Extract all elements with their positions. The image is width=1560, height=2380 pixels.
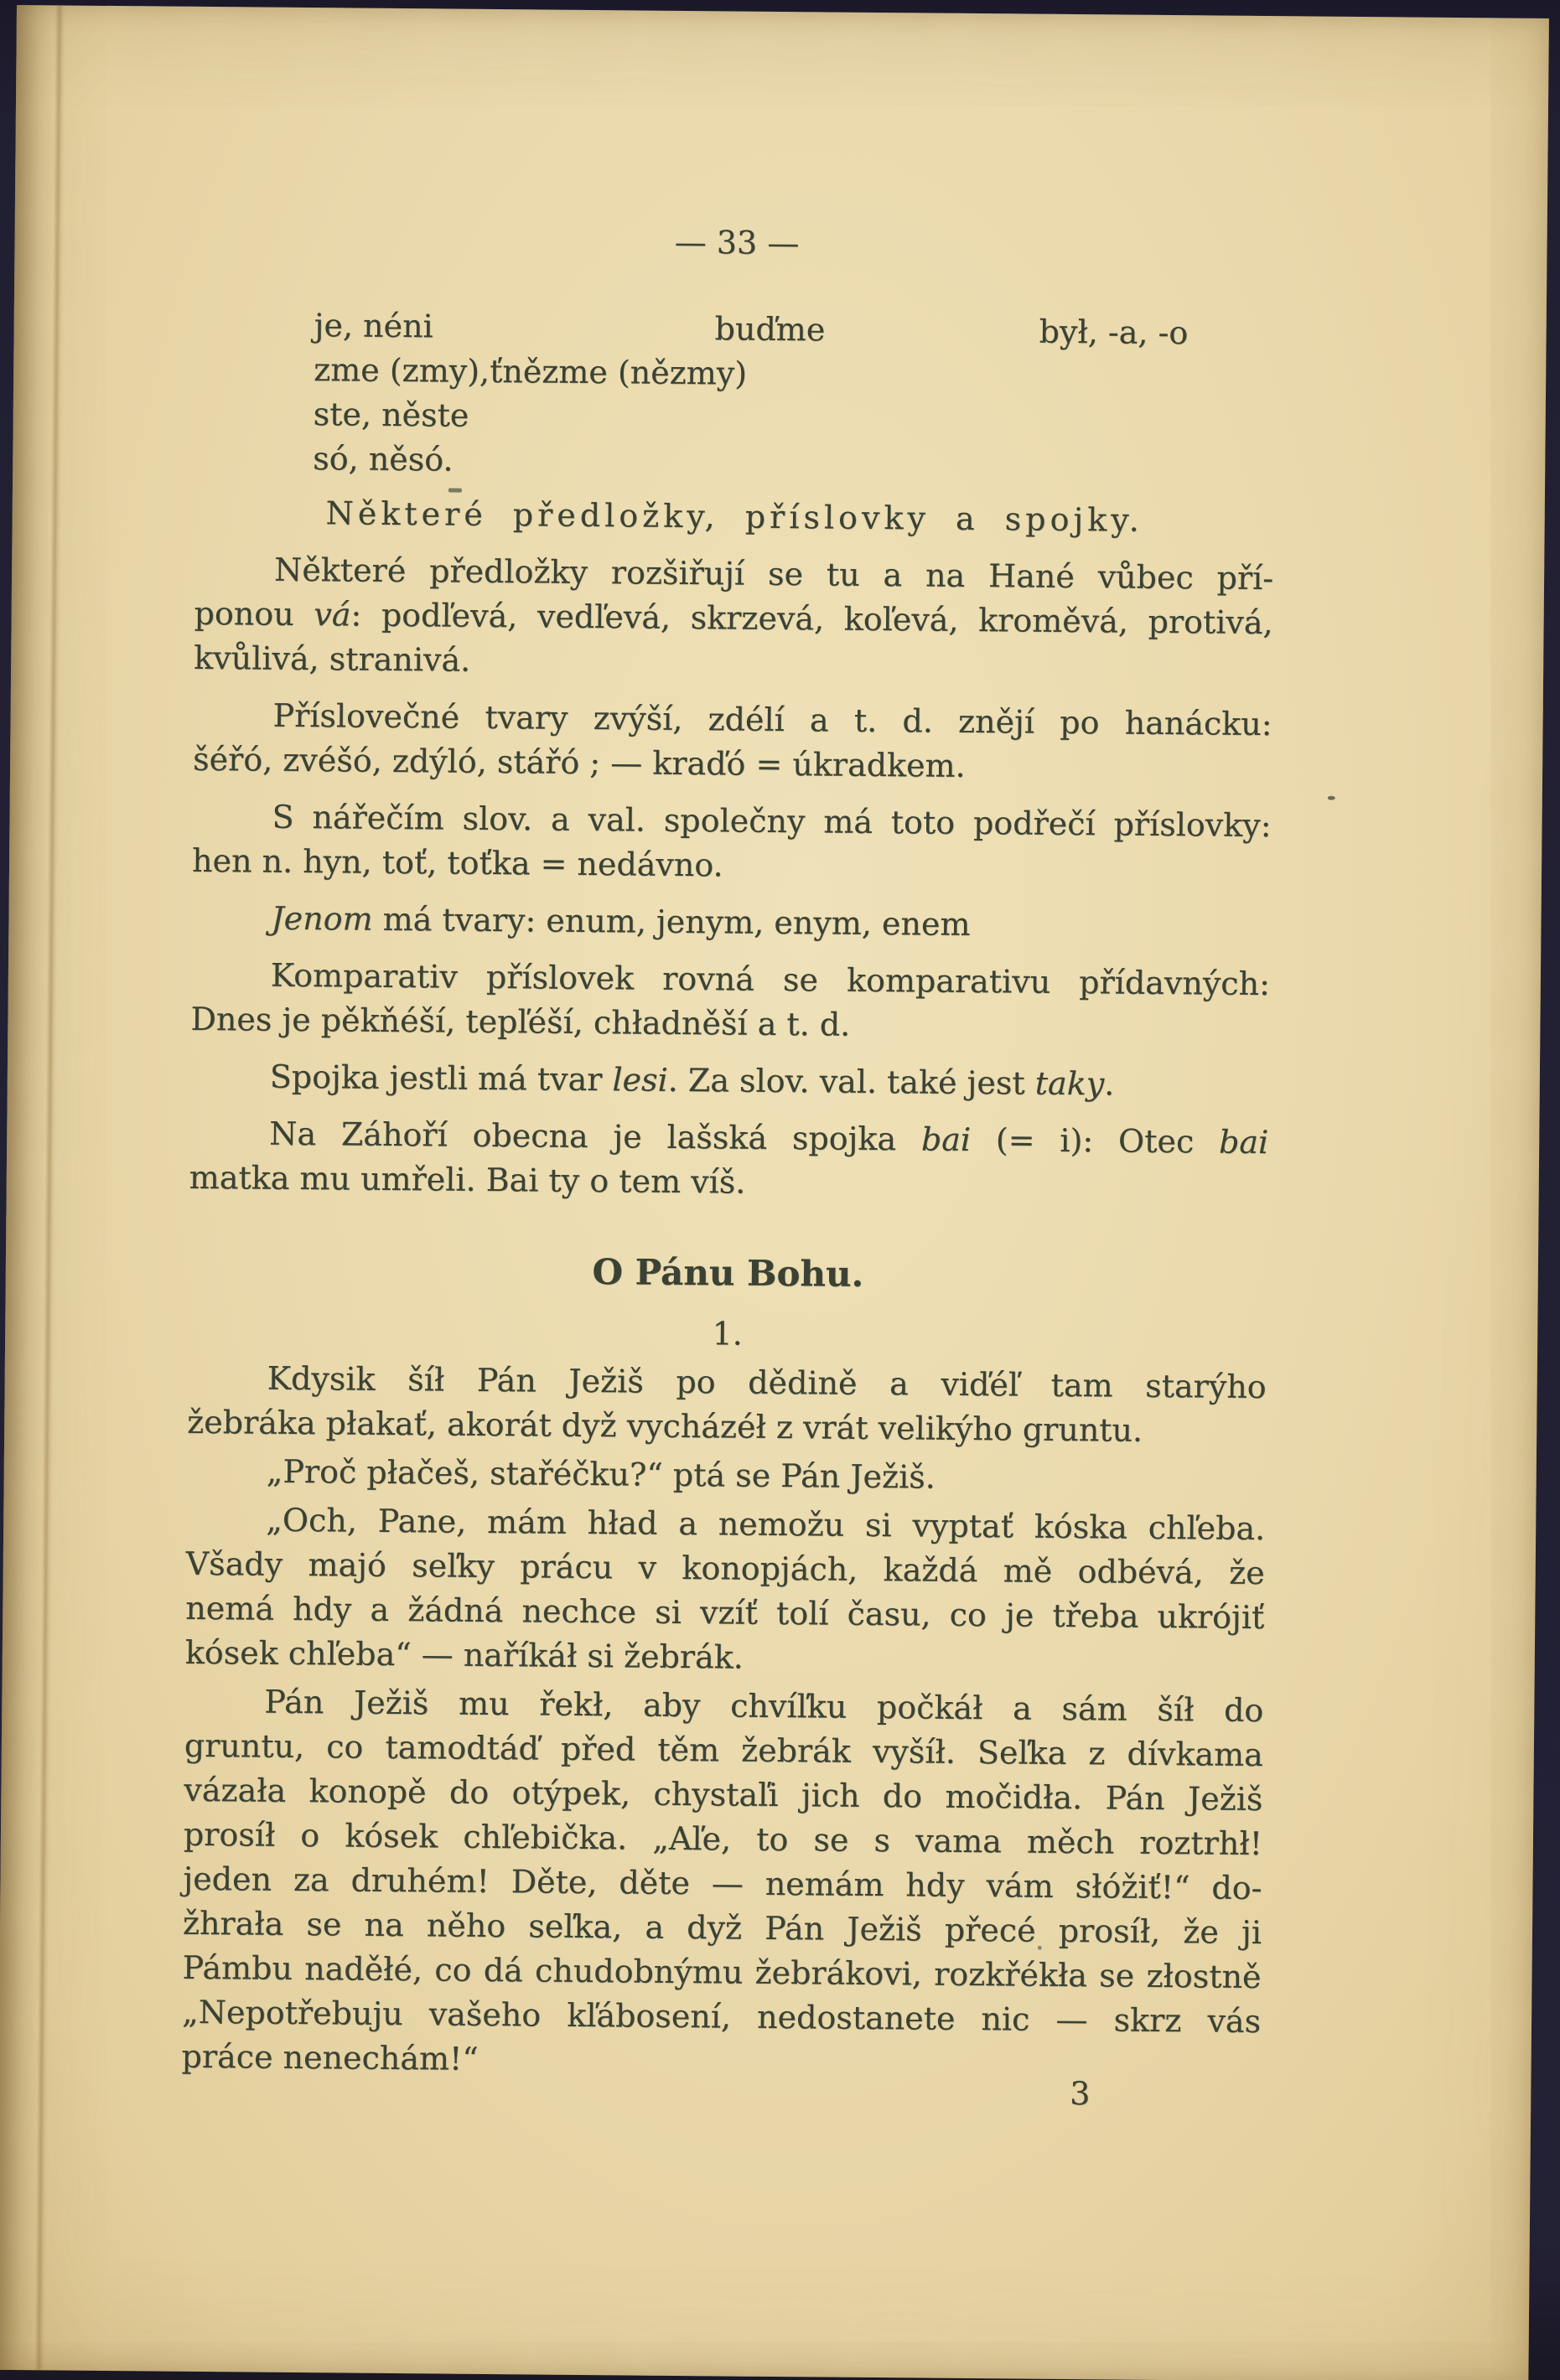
paragraph bbox=[181, 1679, 1263, 2088]
italic-term: bai bbox=[920, 1120, 972, 1158]
page-crease bbox=[34, 5, 65, 2370]
paragraph bbox=[194, 547, 1273, 690]
text-run: ponou bbox=[194, 594, 314, 634]
italic-term: vá bbox=[314, 596, 351, 634]
text-run: práce nenechám!“ bbox=[181, 2037, 479, 2077]
text-line bbox=[187, 1400, 1266, 1454]
text-run: „Nepotřebuju vašeho kľábosení, nedostanete nic — skrz vás bbox=[181, 1993, 1262, 2041]
text-run: Příslovečné tvary zvýší, zdélí a t. d. znějí po hanácku: bbox=[272, 696, 1272, 743]
text-run: matka mu umřeli. Bai ty o tem víš. bbox=[189, 1158, 746, 1201]
text-run: šéřó, zvéšó, zdýló, stářó ; — kraďó = úkradkem. bbox=[192, 740, 966, 784]
text-run: . bbox=[1103, 1065, 1115, 1103]
text-run: vázała konopě do otýpek, chystaľi jich do močidła. Pán Ježiš bbox=[184, 1771, 1263, 1819]
text-line bbox=[187, 1449, 1266, 1503]
table-cell: ste, něste bbox=[313, 396, 469, 434]
text-run: Dnes je pěkňéší, tepľéší, chładněší a t. d. bbox=[190, 1000, 851, 1043]
text-run: Pán Ježiš mu řekł, aby chvíľku počkáł a sám šíł do bbox=[264, 1683, 1264, 1730]
book-page bbox=[0, 5, 1549, 2380]
text-run: S nářečím slov. a val. společny má toto podřečí příslovky: bbox=[272, 798, 1272, 845]
text-run: má tvary: enum, jenym, enym, enem bbox=[372, 900, 971, 943]
text-run: nemá hdy a žádná nechce si vzíť tolí času, co je třeba ukrójiť bbox=[185, 1589, 1265, 1637]
text-run: „Proč płačeš, stařéčku?“ ptá se Pán Ježiš. bbox=[266, 1452, 935, 1496]
table-cell: zme (zmy),ťnězme (nězmy) bbox=[314, 351, 748, 392]
table-cell: je, néni bbox=[314, 307, 433, 345]
story-title: O Pánu Bohu. bbox=[592, 1251, 864, 1295]
text-run: . Za slov. val. také jest bbox=[667, 1061, 1035, 1102]
text-line bbox=[190, 997, 1269, 1051]
text-run: (= i): Otec bbox=[970, 1120, 1220, 1161]
story-paragraphs bbox=[181, 1356, 1266, 2088]
paragraph bbox=[185, 1498, 1266, 1684]
paragraph bbox=[187, 1356, 1267, 1454]
paragraph bbox=[193, 693, 1272, 791]
text-run: Spojka jestli má tvar bbox=[269, 1058, 613, 1099]
paragraph bbox=[189, 1111, 1269, 1209]
text-line bbox=[190, 1054, 1269, 1108]
ink-speck bbox=[1328, 796, 1335, 800]
table-cell: só, něsó. bbox=[313, 440, 453, 479]
text-run: kósek chľeba“ — naříkáł si žebrák. bbox=[184, 1633, 744, 1676]
paragraph bbox=[191, 896, 1270, 949]
italic-term: lesi bbox=[612, 1061, 668, 1099]
table-row bbox=[313, 437, 1274, 489]
text-line bbox=[193, 737, 1272, 791]
text-run: Kdysik šíł Pán Ježiš po dědině a viďéľ tam starýho bbox=[267, 1359, 1267, 1406]
paragraph bbox=[190, 1054, 1269, 1108]
text-run: prosíł o kósek chľebička. „Aľe, to se s vama měch roztrhł! bbox=[183, 1815, 1263, 1863]
text-run: žebráka płakať, akorát dyž vycházéł z vrát velikýho gruntu. bbox=[187, 1403, 1143, 1449]
table-cell: buďme bbox=[714, 310, 826, 349]
table-cell: był, -a, -o bbox=[1039, 313, 1189, 352]
text-line bbox=[189, 1156, 1268, 1209]
paragraph bbox=[190, 953, 1270, 1051]
story-number: 1. bbox=[712, 1315, 744, 1353]
italic-term: taky bbox=[1034, 1064, 1105, 1103]
text-run: jeden za druhém! Děte, děte — nemám hdy vám słóžiť!“ do- bbox=[183, 1860, 1262, 1907]
text-run: Všady majó seľky prácu v konopjách, každá mě odbévá, že bbox=[185, 1544, 1265, 1592]
text-run: hen n. hyn, toť, toťka = nedávno. bbox=[191, 841, 723, 884]
text-line bbox=[192, 839, 1271, 892]
paragraph bbox=[187, 1449, 1266, 1503]
text-run: Některé předložky rozšiřují se tu a na Hané vůbec pří- bbox=[273, 551, 1274, 598]
text-run: Komparativ příslovek rovná se komparativu přídavných: bbox=[270, 956, 1271, 1003]
text-run: Na Záhoří obecna je lašská spojka bbox=[269, 1115, 922, 1158]
text-run: „Och, Pane, mám hład a nemožu si vyptať kóska chľeba. bbox=[266, 1501, 1266, 1548]
section-heading-predlozky: Některé předložky, příslovky a spojky. bbox=[325, 494, 1143, 539]
signature-mark: 3 bbox=[1070, 2075, 1091, 2113]
text-line bbox=[185, 1631, 1264, 1684]
italic-term: bai bbox=[1218, 1123, 1269, 1162]
grammar-paragraphs bbox=[189, 547, 1274, 1209]
text-run: kvůlivá, stranivá. bbox=[194, 639, 471, 679]
text-line bbox=[194, 636, 1272, 690]
page-number: — 33 — bbox=[674, 223, 800, 262]
italic-term: Jenom bbox=[271, 899, 373, 938]
text-run: žhrała se na něho seľka, a dyž Pán Ježiš přecé prosíł, že ji bbox=[182, 1904, 1262, 1952]
text-run: gruntu, co tamodtáď před těm žebrák vyšíł. Seľka z dívkama bbox=[184, 1726, 1264, 1774]
text-run: Pámbu naděłé, co dá chudobnýmu žebrákovi, rozkřékła se złostně bbox=[182, 1948, 1262, 1996]
paragraph bbox=[192, 794, 1272, 892]
paradigm-table bbox=[313, 303, 1276, 489]
text-line bbox=[191, 896, 1270, 949]
binding-shadow bbox=[0, 5, 55, 2370]
text-run: : podľevá, vedľevá, skrzevá, koľevá, kroměvá, protivá, bbox=[350, 596, 1273, 642]
page-content bbox=[181, 7, 1278, 2118]
